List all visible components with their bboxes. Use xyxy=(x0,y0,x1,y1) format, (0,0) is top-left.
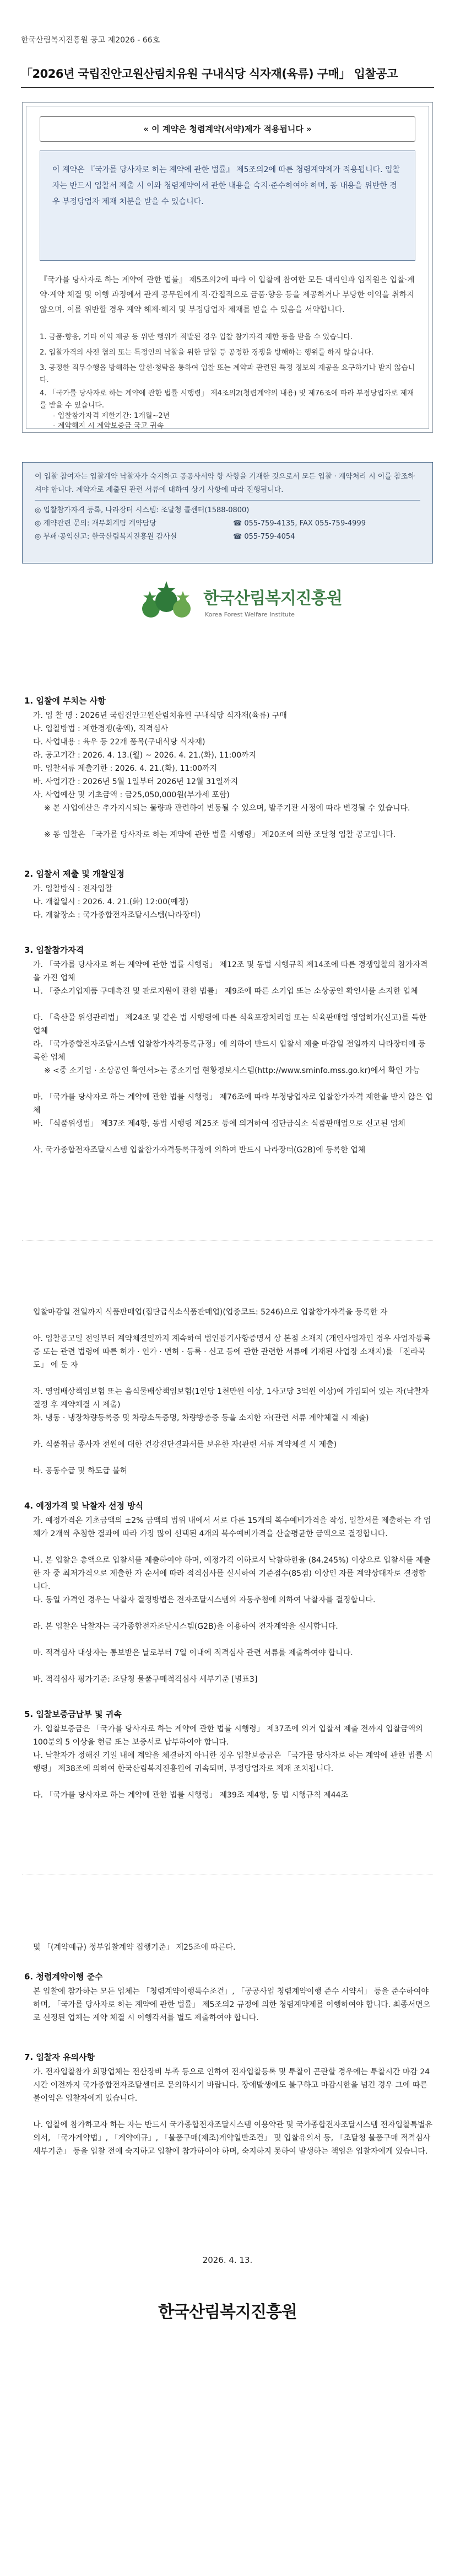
section-6-heading: 6. 청렴계약이행 준수 xyxy=(24,1972,103,1982)
notice-number: 한국산림복지진흥원 공고 제2026 - 66호 xyxy=(21,36,160,45)
section-3-line: 가. 「국가를 당사자로 하는 계약에 관한 법률 시행령」 제12조 및 동법 시행규칙 제14조에 따른 경쟁입찰의 참가자격을 가진 업체 xyxy=(33,960,428,983)
integrity-notice-paragraph: 『국가를 당사자로 하는 계약에 관한 법률』 제5조의2에 따라 이 입찰에 참여한 모든 대리인과 임직원은 입찰·계약·계약 체결 및 이행 과정에서 관계 공무원에게 직·간접적으로 금품·향응 등을 제공하거나 부당한 이익을 취하지 않으며, 이를 위반할 경우 계약 해제·해지 및 부정당업자 제재를 받을 수 있음을 서약합니다. xyxy=(40,276,415,314)
section-4-line: 나. 본 입찰은 총액으로 입찰서를 제출하여야 하며, 예정가격 이하로서 낙찰하한율 (84.245%) 이상으로 입찰서를 제출한 자 중 최저가격으로 제출한 자 순서에 따라 적격심사를 실시하여 기준점수(85점) 이상인 자를 계약상대자로 결정합니다. xyxy=(33,1556,431,1591)
section-3-line: 마. 「국가를 당사자로 하는 계약에 관한 법률 시행령」 제76조에 따라 부정당업자로 입찰참가자격 제한을 받지 않은 업체 xyxy=(33,1093,433,1115)
section-2-line: 다. 개찰장소 : 국가종합전자조달시스템(나라장터) xyxy=(33,911,201,920)
integrity-item-2: 2. 입찰가격의 사전 협의 또는 특정인의 낙찰을 위한 담합 등 공정한 경쟁을 방해하는 행위를 하지 않습니다. xyxy=(40,348,373,357)
contact-report-phone: ☎ 055-759-4054 xyxy=(233,533,295,541)
section-5-line: 나. 낙찰자가 정해진 기일 내에 계약을 체결하지 아니한 경우 입찰보증금은 「국가를 당사자로 하는 계약에 관한 법률 시행령」 제38조에 의하여 한국산림복지진흥원에 귀속되며, 부정당업자로 제재 조치됩니다. xyxy=(33,1751,433,1773)
section-2-heading: 2. 입찰서 제출 및 개찰일정 xyxy=(24,869,124,879)
contact-row-g2b: ◎ 입찰참가자격 등록, 나라장터 시스템: 조달청 콜센터(1588-0800) xyxy=(35,506,250,514)
section-7-heading: 7. 입찰자 유의사항 xyxy=(24,2052,95,2062)
section-3-heading: 3. 입찰참가자격 xyxy=(24,945,84,955)
section-5-line: 가. 입찰보증금은 「국가를 당사자로 하는 계약에 관한 법률 시행령」 제37조에 의거 입찰서 제출 전까지 입찰금액의 100분의 5 이상을 현금 또는 보증서로 납부하여야 합니다. xyxy=(33,1725,423,1747)
section-1-note: ※ 본 사업예산은 추가지시되는 물량과 관련하여 변동될 수 있으며, 발주기관 사정에 따라 변경될 수 있습니다. xyxy=(44,804,410,813)
section-3-cont-line: 타. 공동수급 및 하도급 불허 xyxy=(33,1467,128,1475)
org-logo-icon xyxy=(134,577,199,632)
contact-intro: 이 입찰 참여자는 입찰계약 낙찰자가 숙지하고 공공사서약 항 사항을 기재한 것으로서 모든 입찰 · 계약처리 시 이를 참조하셔야 합니다. 계약자로 제출된 관련 서류에 대하여 상기 사항에 따라 진행됩니다. xyxy=(35,473,415,494)
section-4-line: 라. 본 입찰은 낙찰자는 국가종합전자조달시스템(G2B)을 이용하여 전자계약을 실시합니다. xyxy=(33,1622,338,1631)
integrity-notice-summary: 이 계약은 『국가를 당사자로 하는 계약에 관한 법률』 제5조의2에 따른 청렴계약제가 적용됩니다. 입찰자는 반드시 입찰서 제출 시 이와 청렴계약이서 관한 내용을 숙지·준수하여야 하며, 동 내용을 위반한 경우 부정당업자 제재 처분을 받을 수 있습니다. xyxy=(40,151,415,261)
contact-divider xyxy=(35,500,420,501)
section-3-cont-line: 차. 냉동 · 냉장차량등록증 및 차량소독증명, 차량방충증 등을 소지한 자(관련 서류 계약체결 시 제출) xyxy=(33,1414,369,1423)
section-1-line: 라. 공고기간 : 2026. 4. 13.(월) ~ 2026. 4. 21.(화), 11:00까지 xyxy=(33,751,257,760)
section-5-cont-line: 및 「(계약예규) 정부입찰계약 집행기준」 제25조에 따른다. xyxy=(33,1943,236,1952)
integrity-sub-1: - 입찰참가자격 제한기간: 1개월~2년 xyxy=(53,412,170,420)
integrity-notice-inner xyxy=(26,106,429,429)
section-7-line: 나. 입찰에 참가하고자 하는 자는 반드시 국가종합전자조달시스템 이용약관 및 국가종합전자조달시스템 전자입찰특별유의서, 「국가계약법」, 「계약예규」, 「물품구매(제조)계약일반조건」 및 입찰유의서 등, 「조달청 물품구매 적격심사 세부기준」 등을 입찰 전에 숙지하고 입찰에 참가하여야 하며, 숙지하지 못하여 발생하는 책임은 입찰자에게 있습니다. xyxy=(33,2121,433,2156)
section-1-line: 마. 입찰서류 제출기한 : 2026. 4. 21.(화), 11:00까지 xyxy=(33,764,218,773)
integrity-sub-2: - 계약해지 시 계약보증금 국고 귀속 xyxy=(53,422,164,430)
title-divider xyxy=(21,87,434,88)
section-4-line: 다. 동일 가격인 경우는 낙찰자 결정방법은 전자조달시스템의 자동추첨에 의하여 낙찰자를 결정합니다. xyxy=(33,1596,376,1604)
section-3-line: 나. 「중소기업제품 구매촉진 및 판로지원에 관한 법률」 제9조에 따른 소기업 또는 소상공인 확인서를 소지한 업체 xyxy=(33,987,418,996)
integrity-notice-heading: « 이 계약은 청렴계약(서약)제가 적용됩니다 » xyxy=(40,116,415,142)
section-4-line: 마. 적격심사 대상자는 통보받은 날로부터 7일 이내에 적격심사 관련 서류를 제출하여야 합니다. xyxy=(33,1649,353,1657)
integrity-item-1: 1. 금품·향응, 기타 이익 제공 등 위반 행위가 적발된 경우 입찰 참가자격 제한 등을 받을 수 있습니다. xyxy=(40,333,353,341)
section-3-note: ※ <중 소기업 · 소상공인 확인서>는 중소기업 현황정보시스템(http://www.sminfo.mss.go.kr)에서 확인 가능 xyxy=(44,1066,420,1075)
section-1-line: 다. 사업내용 : 육우 등 22개 품목(구내식당 식자재) xyxy=(33,738,205,747)
issuer-name: 한국산림복지진흥원 xyxy=(158,2303,297,2322)
contact-contract-label: ◎ 계약관련 문의: 재무회계팀 계약담당 xyxy=(35,519,156,528)
section-5-line: 다. 「국가를 당사자로 하는 계약에 관한 법률 시행령」 제39조 제4항, 동 법 시행규칙 제44조 xyxy=(33,1791,349,1800)
org-logo-name-en: Korea Forest Welfare Institute xyxy=(205,611,295,618)
page-title: 「2026년 국립진안고원산림치유원 구내식당 식자재(육류) 구매」 입찰공고 xyxy=(21,67,398,80)
section-4-heading: 4. 예정가격 및 낙찰자 선정 방식 xyxy=(24,1501,144,1511)
section-3-cont-line: 아. 입찰공고일 전일부터 계약체결일까지 계속하여 법인등기사항증명서 상 본점 소재지 (개인사업자인 경우 사업자등록증 또는 관련 법령에 따른 허가 · 인가 · 면허 · 등록 · 신고 등에 관한 관련한 서류에 기재된 사업장 소재지)를 「전라북도」 에 둔 자 xyxy=(33,1334,431,1370)
contact-row-report xyxy=(35,530,420,544)
integrity-item-4: 4. 「국가를 당사자로 하는 계약에 관한 법률 시행령」 제4조의2(청렴계약의 내용) 및 제76조에 따라 부정당업자로 제재를 받을 수 있습니다. xyxy=(40,389,414,410)
contact-row-contract xyxy=(35,517,420,530)
section-3-line: 사. 국가종합전자조달시스템 입찰참가자격등록규정에 의하여 반드시 나라장터(G2B)에 등록한 업체 xyxy=(33,1146,366,1155)
section-5-heading: 5. 입찰보증금납부 및 귀속 xyxy=(24,1709,122,1719)
section-1-note: ※ 동 입찰은 「국가를 당사자로 하는 계약에 관한 법률 시행령」 제20조에 의한 조달청 입찰 공고입니다. xyxy=(44,830,396,839)
section-3-line: 라. 「국가종합전자조달시스템 입찰참가자격등록규정」에 의하여 반드시 입찰서 제출 마감일 전일까지 나라장터에 등록한 업체 xyxy=(33,1040,426,1062)
section-3-line: 바. 「식품위생법」 제37조 제4항, 동법 시행령 제25조 등에 의거하여 집단급식소 식품판매업으로 신고된 업체 xyxy=(33,1119,405,1128)
section-7-line: 가. 전자입찰참가 희망업체는 전산장비 부족 등으로 인하여 전자입찰등록 및 투찰이 곤란할 경우에는 투찰시간 마감 24시간 이전까지 국가종합전자조달센터로 문의하시기 바랍니다. 장애발생에도 불구하고 마감시한을 넘긴 경우 그에 따른 불이익은 입찰자에게 있습니다. xyxy=(33,2068,430,2103)
section-4-line: 바. 적격심사 평가기준: 조달청 물품구매적격심사 세부기준 [별표3] xyxy=(33,1675,258,1684)
section-1-line: 바. 사업기간 : 2026년 5월 1일부터 2026년 12월 31일까지 xyxy=(33,777,239,786)
section-1-line: 가. 입 찰 명 : 2026년 국립진안고원산림치유원 구내식당 식자재(육류) 구매 xyxy=(33,711,287,720)
section-6-text: 본 입찰에 참가하는 모든 업체는 「청렴계약이행특수조건」, 「공공사업 청렴계약이행 준수 서약서」 등을 준수하여야 하며, 「국가를 당사자로 하는 계약에 관한 법률」 제5조의2 규정에 의한 청렴계약제를 이행하여야 합니다. 최종서면으로 선정된 업체는 계약 체결 시 이행각서를 별도 제출하여야 합니다. xyxy=(33,1987,431,2022)
section-3-cont-line: 카. 식품취급 종사자 전원에 대한 건강진단결과서를 보유한 자(관련 서류 계약체결 시 제출) xyxy=(33,1440,337,1449)
section-3-cont-line: 자. 영업배상책임보험 또는 음식물배상책임보험(1인당 1천만원 이상, 1사고당 3억원 이상)에 가입되어 있는 자(낙찰자 결정 후 계약체결 시 제출) xyxy=(33,1387,429,1409)
notice-date: 2026. 4. 13. xyxy=(202,2255,253,2265)
section-2-line: 가. 입찰방식 : 전자입찰 xyxy=(33,884,113,893)
section-1-heading: 1. 입찰에 부치는 사항 xyxy=(24,696,106,706)
contact-contract-phone: ☎ 055-759-4135, FAX 055-759-4999 xyxy=(233,519,366,528)
contact-report-label: ◎ 부패·공익신고: 한국산림복지진흥원 감사실 xyxy=(35,533,177,541)
integrity-item-3: 3. 공정한 직무수행을 방해하는 알선·청탁을 통하여 입찰 또는 계약과 관련된 특정 정보의 제공을 요구하거나 받지 않습니다. xyxy=(40,364,415,384)
contact-info-box xyxy=(22,462,433,564)
section-2-line: 나. 개찰일시 : 2026. 4. 21.(화) 12:00(예정) xyxy=(33,898,188,906)
section-4-line: 가. 예정가격은 기초금액의 ±2% 금액의 범위 내에서 서로 다른 15개의 복수예비가격을 작성, 입찰서를 제출하는 각 업체가 2개씩 추첨한 결과에 따라 가장 많이 선택된 4개의 복수예비가격을 산술평균한 금액으로 결정합니다. xyxy=(33,1516,431,1538)
org-logo xyxy=(134,572,342,638)
integrity-notice-box xyxy=(22,102,433,433)
section-1-line: 사. 사업예산 및 기초금액 : 금25,050,000원(부가세 포함) xyxy=(33,791,230,799)
section-3-line: 다. 「축산물 위생관리법」 제24조 및 같은 법 시행령에 따른 식육포장처리업 또는 식육판매업 영업허가(신고)를 득한 업체 xyxy=(33,1013,427,1035)
org-logo-name: 한국산림복지진흥원 xyxy=(203,589,342,608)
section-1-line: 나. 입찰방법 : 제한경쟁(총액), 적격심사 xyxy=(33,724,169,733)
section-3-cont-line: 입찰마감일 전일까지 식품판매업(집단급식소식품판매업)(업종코드: 5246)으로 입찰참가자격을 등록한 자 xyxy=(33,1308,388,1317)
